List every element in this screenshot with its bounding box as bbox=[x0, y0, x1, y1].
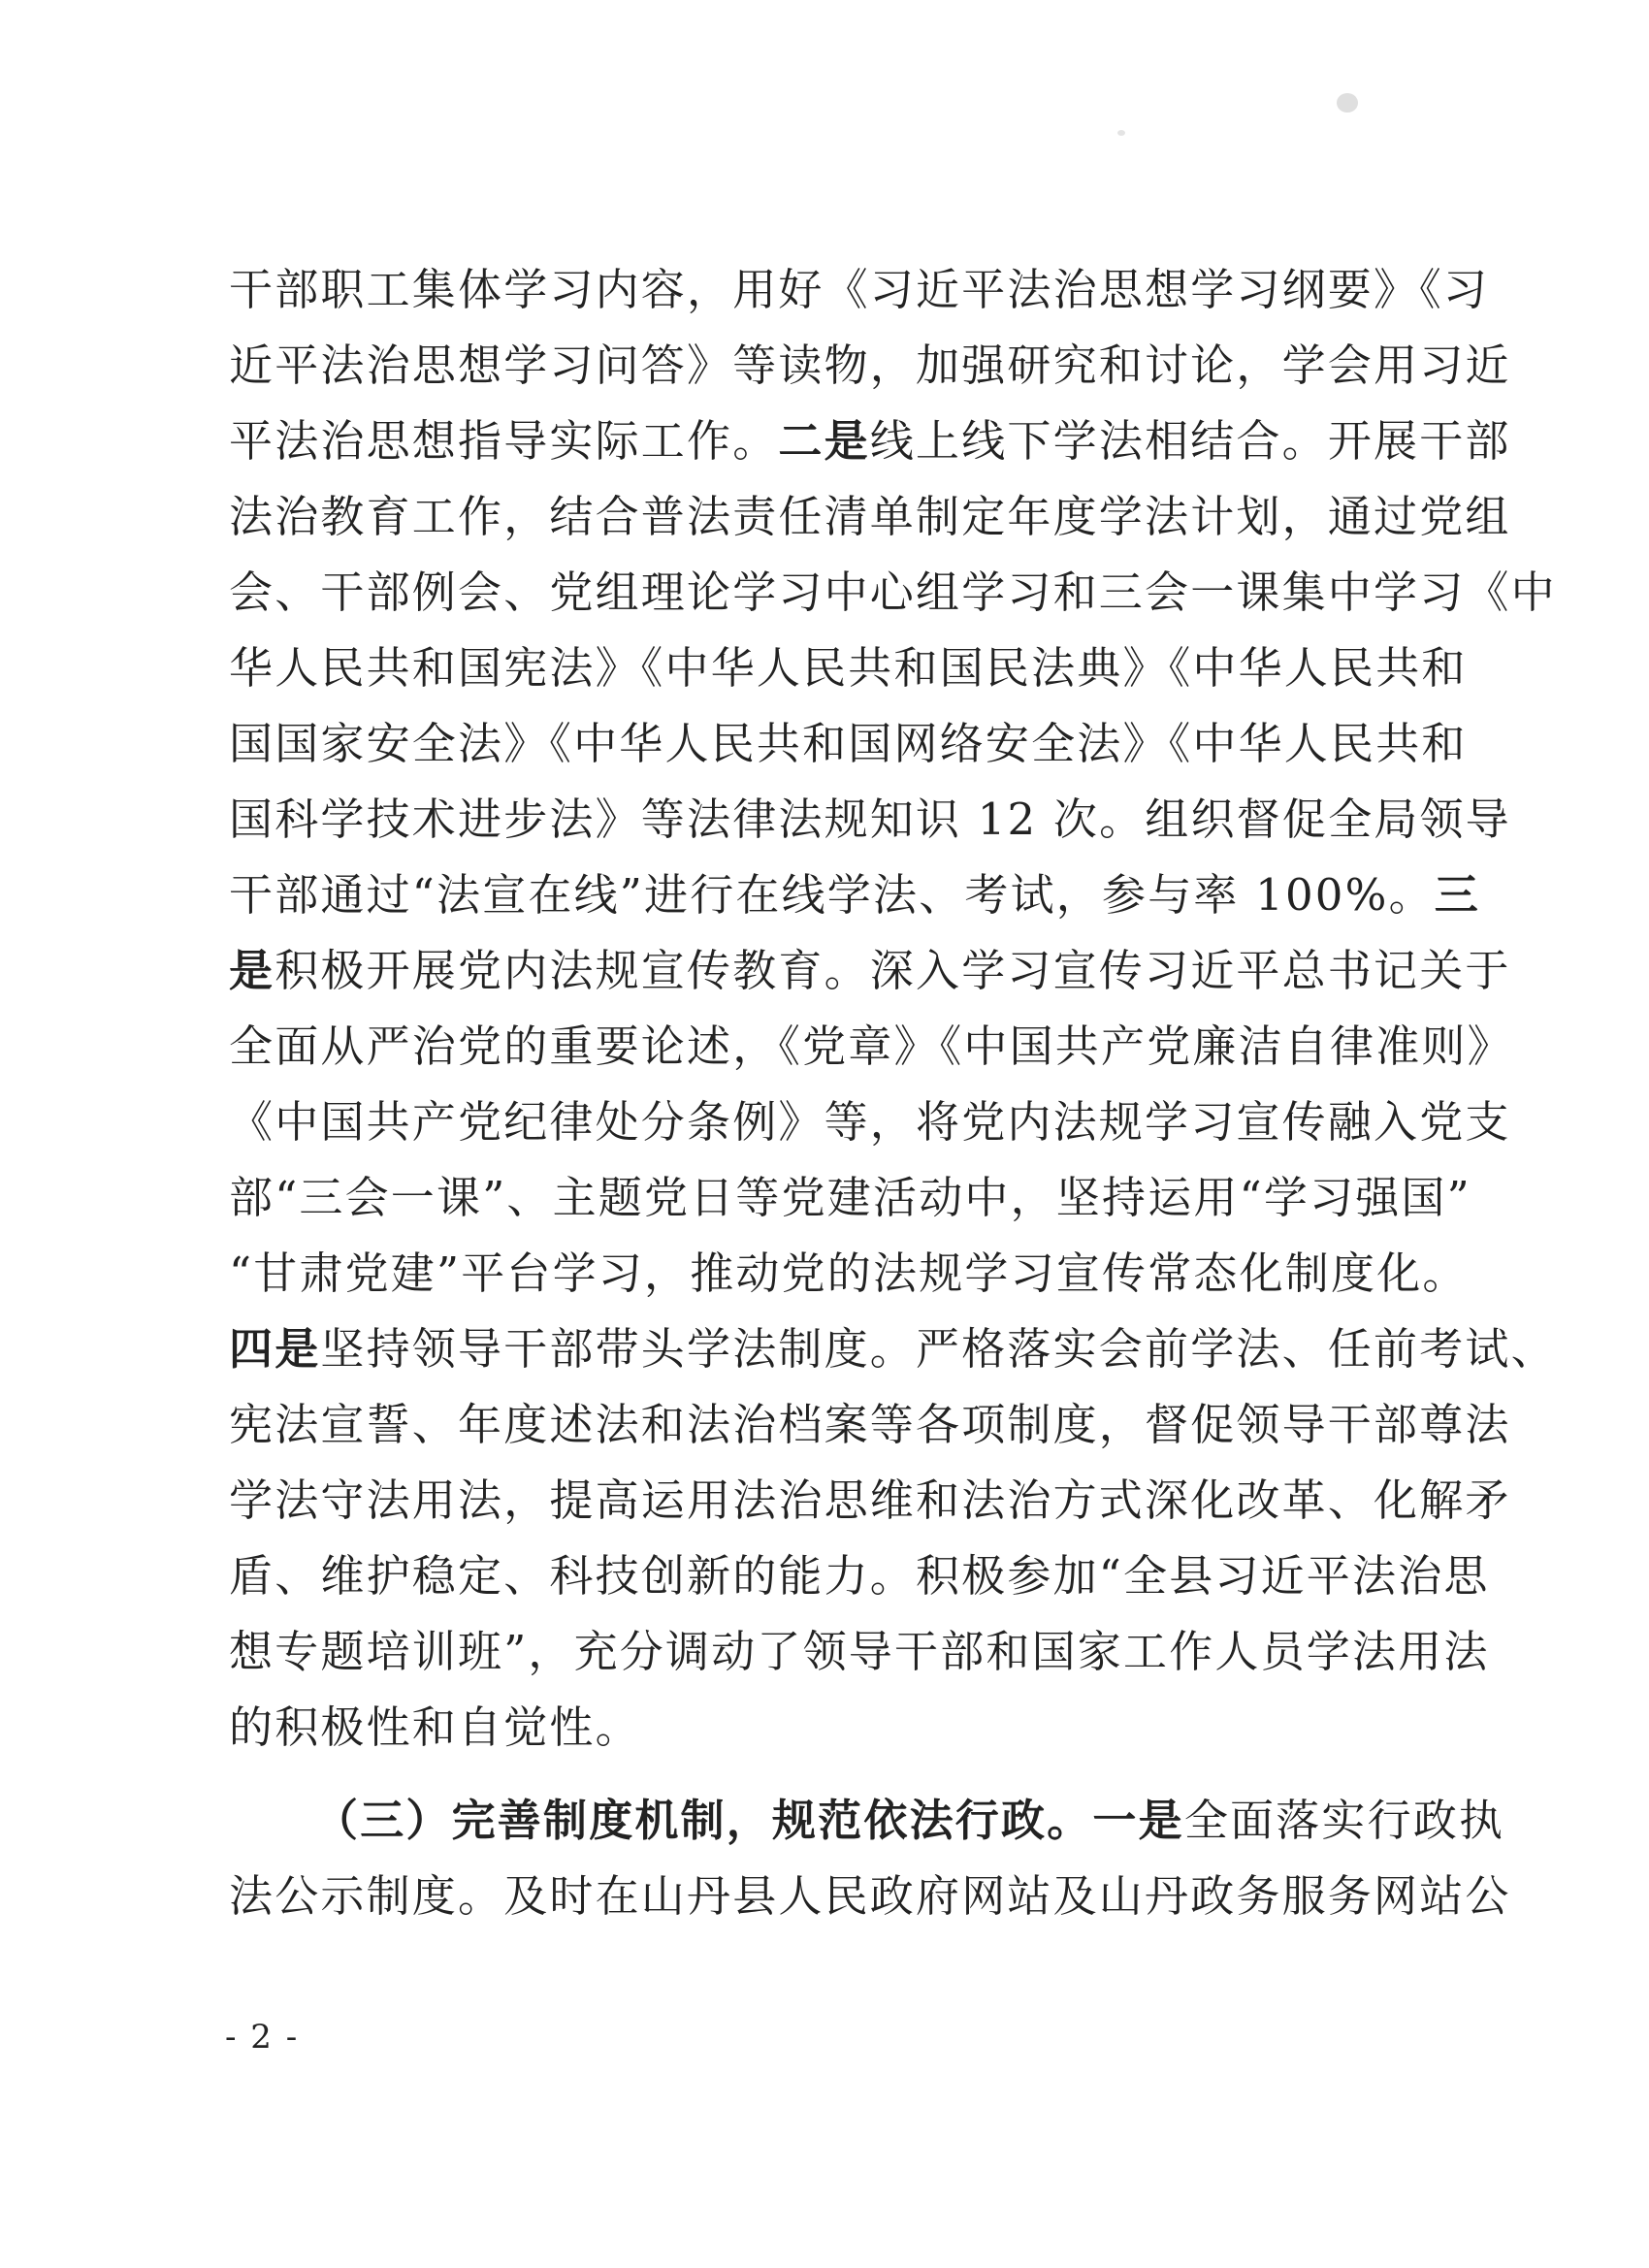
text-span: 国科学技术进步法》等法律法规知识 12 次。组织督促全局领导 bbox=[229, 794, 1511, 845]
bold-text: （三）完善制度机制，规范依法行政。 bbox=[314, 1795, 1093, 1846]
text-span: 平法治思想指导实际工作。 bbox=[229, 415, 779, 467]
text-line bbox=[229, 933, 1511, 1009]
text-span: 部“三会一课”、主题党日等党建活动中，坚持运用“学习强国” bbox=[229, 1172, 1471, 1223]
text-line bbox=[229, 479, 1511, 555]
bold-text: 四是 bbox=[229, 1323, 321, 1375]
scan-speck bbox=[1117, 130, 1125, 136]
section-heading-line bbox=[229, 1783, 1505, 1859]
bold-text: 二是 bbox=[778, 415, 870, 467]
bold-text: 一是 bbox=[1092, 1795, 1184, 1846]
text-span: 法公示制度。及时在山丹县人民政府网站及山丹政务服务网站公 bbox=[229, 1870, 1511, 1922]
text-line bbox=[229, 1463, 1511, 1539]
text-line bbox=[229, 555, 1557, 631]
bold-text: 是 bbox=[229, 945, 275, 996]
text-span: 盾、维护稳定、科技创新的能力。积极参加“全县习近平法治思 bbox=[229, 1550, 1490, 1602]
text-span: 会、干部例会、党组理论学习中心组学习和三会一课集中学习《中 bbox=[229, 567, 1557, 618]
text-span: 《中国共产党纪律处分条例》等，将党内法规学习宣传融入党支 bbox=[229, 1096, 1511, 1148]
text-line bbox=[229, 328, 1511, 404]
text-span: 的积极性和自觉性。 bbox=[229, 1701, 641, 1753]
text-line bbox=[229, 706, 1468, 782]
text-span: 近平法治思想学习问答》等读物，加强研究和讨论，学会用习近 bbox=[229, 340, 1511, 391]
text-span: “甘肃党建”平台学习，推动党的法规学习宣传常态化制度化。 bbox=[229, 1247, 1469, 1299]
text-span: 学法守法用法，提高运用法治思维和法治方式深化改革、化解矛 bbox=[229, 1474, 1511, 1526]
text-line bbox=[229, 252, 1490, 328]
text-span: 坚持领导干部带头学法制度。严格落实会前学法、任前考试、 bbox=[320, 1323, 1557, 1375]
text-line bbox=[229, 1085, 1511, 1160]
text-span: 线上线下学法相结合。开展干部 bbox=[869, 415, 1511, 467]
text-span: 国国家安全法》《中华人民共和国网络安全法》《中华人民共和 bbox=[229, 718, 1468, 769]
text-line bbox=[229, 1312, 1557, 1387]
text-span: 干部职工集体学习内容，用好《习近平法治思想学习纲要》《习 bbox=[229, 264, 1490, 315]
document-body bbox=[229, 252, 1557, 1934]
text-span: 积极开展党内法规宣传教育。深入学习宣传习近平总书记关于 bbox=[275, 945, 1511, 996]
text-span: 宪法宣誓、年度述法和法治档案等各项制度，督促领导干部尊法 bbox=[229, 1399, 1511, 1450]
text-line bbox=[229, 1160, 1471, 1236]
text-line bbox=[229, 1690, 1418, 1766]
page-number: - 2 - bbox=[225, 2018, 300, 2057]
text-line bbox=[229, 1859, 1511, 1934]
text-line bbox=[229, 631, 1468, 706]
text-span: 华人民共和国宪法》《中华人民共和国民法典》《中华人民共和 bbox=[229, 642, 1468, 694]
text-line bbox=[229, 1236, 1469, 1312]
text-line bbox=[229, 404, 1511, 479]
text-line bbox=[229, 1009, 1513, 1085]
bold-text: 三 bbox=[1434, 869, 1480, 921]
text-line bbox=[229, 1387, 1511, 1463]
text-span: 想专题培训班”，充分调动了领导干部和国家工作人员学法用法 bbox=[229, 1626, 1490, 1677]
text-line bbox=[229, 1614, 1490, 1690]
text-span: 全面从严治党的重要论述，《党章》《中国共产党廉洁自律准则》 bbox=[229, 1021, 1513, 1072]
scan-speck bbox=[1337, 93, 1358, 113]
text-span: 干部通过“法宣在线”进行在线学法、考试，参与率 100%。 bbox=[229, 869, 1435, 921]
text-line bbox=[229, 858, 1480, 933]
text-line bbox=[229, 1539, 1490, 1614]
text-line bbox=[229, 782, 1511, 858]
text-span: 全面落实行政执 bbox=[1183, 1795, 1505, 1846]
text-span: 法治教育工作，结合普法责任清单制定年度学法计划，通过党组 bbox=[229, 491, 1511, 542]
